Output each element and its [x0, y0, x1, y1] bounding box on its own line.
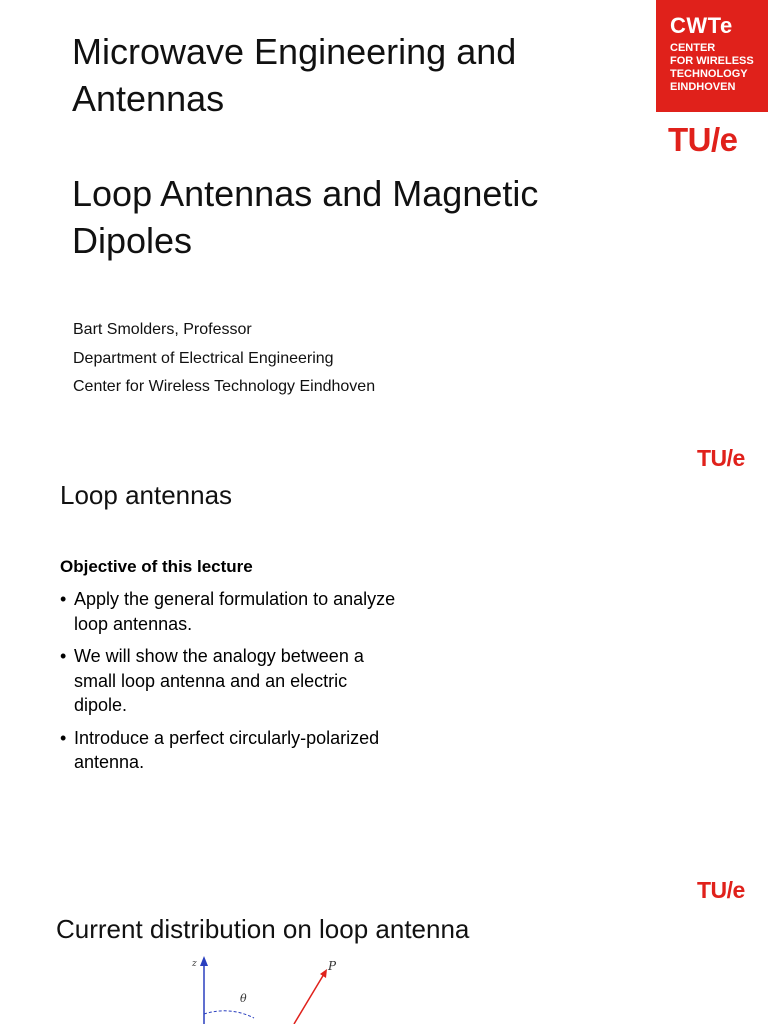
author-department: Department of Electrical Engineering: [73, 349, 334, 367]
list-item: [60, 587, 405, 636]
objective-slide: [0, 432, 768, 864]
z-axis-label: z: [192, 959, 197, 969]
loop-antenna-diagram: [170, 952, 370, 1024]
cwte-logo-line: TECHNOLOGY: [670, 68, 748, 80]
tue-logo: TU/e: [697, 445, 745, 471]
theta-arc: [204, 1011, 254, 1018]
list-item-text: Apply the general formulation to analyze loop antennas.: [74, 589, 396, 634]
cwte-logo-line: FOR WIRELESS: [670, 55, 754, 67]
slide-title: Current distribution on loop antenna: [56, 914, 470, 944]
bullet-icon: •: [60, 589, 67, 609]
theta-label: θ: [240, 992, 247, 1005]
cwte-logo: [656, 0, 768, 112]
cwte-logo-title: CWTe: [670, 13, 733, 38]
slide-title: Loop antennas: [60, 480, 233, 510]
title-slide: [0, 0, 768, 432]
author-block: [73, 316, 375, 402]
objective-heading: Objective of this lecture: [60, 557, 253, 576]
bullet-icon: •: [60, 727, 67, 748]
presentation-subtitle: Loop Antennas and Magnetic Dipoles: [72, 173, 539, 261]
list-item: [60, 644, 405, 718]
list-item-text: Introduce a perfect circularly-polarized antenna.: [74, 727, 380, 772]
current-distribution-slide: [0, 864, 768, 1024]
author-name: Bart Smolders, Professor: [73, 321, 252, 338]
tue-logo: TU/e: [668, 121, 738, 158]
position-vector-line: [294, 974, 324, 1024]
z-axis-arrow-icon: [200, 956, 208, 966]
objective-list: [60, 587, 405, 783]
position-vector-arrow-icon: [320, 969, 327, 978]
list-item: [60, 726, 405, 775]
cwte-logo-line: EINDHOVEN: [670, 81, 736, 93]
tue-logo: TU/e: [697, 877, 745, 903]
presentation-title: Microwave Engineering and Antennas: [72, 31, 517, 119]
author-center: Center for Wireless Technology Eindhoven: [73, 378, 376, 395]
list-item-text: We will show the analogy between a small loop antenna and an electric dipole.: [74, 646, 364, 715]
point-p-label: P: [328, 959, 337, 973]
bullet-icon: •: [60, 646, 67, 666]
cwte-logo-line: CENTER: [670, 42, 716, 54]
